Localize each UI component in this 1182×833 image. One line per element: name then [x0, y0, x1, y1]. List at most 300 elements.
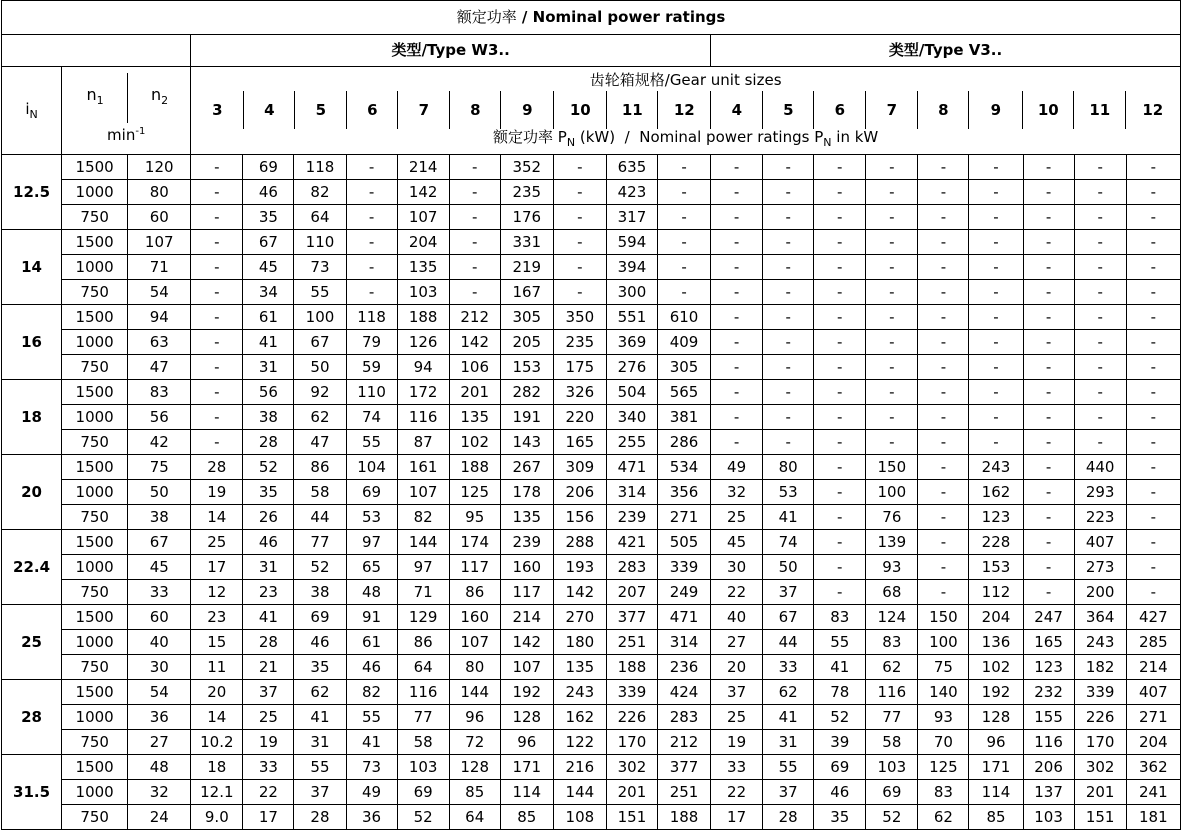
- w-power-cell: 47: [294, 430, 346, 455]
- v-power-cell: 214: [1126, 655, 1180, 680]
- v-power-cell: -: [814, 580, 866, 605]
- v-power-cell: -: [969, 355, 1023, 380]
- v-power-cell: -: [1023, 280, 1074, 305]
- v-power-cell: 74: [763, 530, 814, 555]
- col-header-iN: [2, 67, 62, 155]
- w-power-cell: -: [191, 180, 243, 205]
- w-power-cell: 110: [294, 230, 346, 255]
- w-power-cell: 394: [606, 255, 657, 280]
- v-power-cell: -: [814, 330, 866, 355]
- w-power-cell: 55: [346, 705, 397, 730]
- w-power-cell: 125: [449, 480, 500, 505]
- n1-cell: 750: [62, 430, 128, 455]
- w-power-cell: 107: [397, 205, 449, 230]
- v-power-cell: 136: [969, 630, 1023, 655]
- v-size-11: 11: [1073, 91, 1125, 129]
- w-power-cell: 64: [449, 805, 500, 830]
- w-power-cell: 214: [500, 605, 553, 630]
- v-power-cell: -: [969, 255, 1023, 280]
- v-power-cell: 96: [969, 730, 1023, 755]
- v-power-cell: -: [918, 180, 969, 205]
- v-power-cell: -: [918, 480, 969, 505]
- type-v-header: 类型/Type V3..: [711, 35, 1181, 67]
- v-power-cell: 37: [763, 580, 814, 605]
- w-size-8: 8: [449, 91, 500, 129]
- w-power-cell: 55: [294, 280, 346, 305]
- ratio-cell: 28: [2, 680, 62, 755]
- v-power-cell: 45: [711, 530, 763, 555]
- v-power-cell: -: [1126, 505, 1180, 530]
- w-power-cell: 77: [294, 530, 346, 555]
- v-power-cell: -: [1126, 430, 1180, 455]
- n1-cell: 1500: [62, 530, 128, 555]
- v-power-cell: 204: [1126, 730, 1180, 755]
- w-size-3: 3: [212, 100, 223, 119]
- w-power-cell: 103: [397, 280, 449, 305]
- v-power-cell: 49: [711, 455, 763, 480]
- v-power-cell: 20: [711, 655, 763, 680]
- n2-cell: 54: [128, 680, 191, 705]
- table-row: [2, 530, 1181, 555]
- v-power-cell: -: [763, 155, 814, 180]
- v-power-cell: 112: [969, 580, 1023, 605]
- n2-cell: 63: [128, 330, 191, 355]
- v-power-cell: -: [866, 330, 918, 355]
- n2-cell: 32: [128, 780, 191, 805]
- n2-cell: 60: [128, 205, 191, 230]
- v-power-cell: 151: [1074, 805, 1126, 830]
- w-power-cell: 69: [397, 780, 449, 805]
- w-power-cell: 36: [346, 805, 397, 830]
- w-power-cell: 226: [606, 705, 657, 730]
- w-power-cell: 31: [294, 730, 346, 755]
- w-power-cell: 118: [294, 155, 346, 180]
- v-power-cell: -: [814, 180, 866, 205]
- v-power-cell: 137: [1023, 780, 1074, 805]
- w-power-cell: 174: [449, 530, 500, 555]
- w-power-cell: 206: [553, 480, 606, 505]
- w-power-cell: 34: [243, 280, 294, 305]
- w-power-cell: 28: [191, 455, 243, 480]
- v-power-cell: 150: [918, 605, 969, 630]
- w-power-cell: 37: [294, 780, 346, 805]
- v-size-8: 8: [917, 91, 968, 129]
- w-power-cell: 56: [243, 380, 294, 405]
- n1-cell: 1000: [62, 555, 128, 580]
- w-power-cell: -: [449, 155, 500, 180]
- w-power-cell: 551: [606, 305, 657, 330]
- table-row: [2, 505, 1181, 530]
- w-size-4: 4: [243, 91, 294, 129]
- w-power-cell: 352: [500, 155, 553, 180]
- w-power-cell: 73: [294, 255, 346, 280]
- v-power-cell: 407: [1074, 530, 1126, 555]
- w-size-11: 11: [606, 91, 657, 129]
- w-power-cell: 377: [606, 605, 657, 630]
- v-power-cell: 206: [1023, 755, 1074, 780]
- w-power-cell: -: [191, 280, 243, 305]
- w-power-cell: 144: [449, 680, 500, 705]
- v-power-cell: -: [918, 280, 969, 305]
- v-power-cell: -: [814, 230, 866, 255]
- w-power-cell: 276: [606, 355, 657, 380]
- v-power-cell: 70: [918, 730, 969, 755]
- v-power-cell: 93: [866, 555, 918, 580]
- w-power-cell: 309: [553, 455, 606, 480]
- v-power-cell: -: [763, 355, 814, 380]
- v-power-cell: 62: [918, 805, 969, 830]
- w-power-cell: 15: [191, 630, 243, 655]
- w-size-7: 7: [397, 91, 449, 129]
- v-power-cell: -: [866, 380, 918, 405]
- v-power-cell: 39: [814, 730, 866, 755]
- v-size-10: 10: [1022, 91, 1073, 129]
- n2-cell: 71: [128, 255, 191, 280]
- w-power-cell: 267: [500, 455, 553, 480]
- v-power-cell: -: [763, 230, 814, 255]
- w-power-cell: 38: [294, 580, 346, 605]
- v-power-cell: 171: [969, 755, 1023, 780]
- w-power-cell: 69: [294, 605, 346, 630]
- v-power-cell: -: [1074, 355, 1126, 380]
- w-power-cell: -: [191, 355, 243, 380]
- v-power-cell: -: [969, 230, 1023, 255]
- table-row: [2, 155, 1181, 180]
- w-power-cell: 79: [346, 330, 397, 355]
- power-label-en-unit: in kW: [836, 128, 879, 146]
- w-power-cell: -: [553, 230, 606, 255]
- w-power-cell: 49: [346, 780, 397, 805]
- v-power-cell: -: [763, 205, 814, 230]
- w-power-cell: 610: [657, 305, 710, 330]
- w-power-cell: 53: [346, 505, 397, 530]
- v-power-cell: -: [969, 430, 1023, 455]
- v-power-cell: 69: [866, 780, 918, 805]
- v-power-cell: -: [1126, 380, 1180, 405]
- w-power-cell: 104: [346, 455, 397, 480]
- w-power-cell: 635: [606, 155, 657, 180]
- n1-cell: 1500: [62, 605, 128, 630]
- w-power-cell: 340: [606, 405, 657, 430]
- w-power-cell: 193: [553, 555, 606, 580]
- w-power-cell: -: [449, 230, 500, 255]
- v-power-cell: -: [711, 255, 763, 280]
- v-power-cell: 78: [814, 680, 866, 705]
- n1-cell: 750: [62, 355, 128, 380]
- n2-cell: 33: [128, 580, 191, 605]
- v-power-cell: -: [763, 255, 814, 280]
- v-power-cell: 46: [814, 780, 866, 805]
- w-power-cell: 255: [606, 430, 657, 455]
- v-power-cell: -: [763, 430, 814, 455]
- power-ratings-table: [1, 0, 1181, 830]
- table-row: [2, 555, 1181, 580]
- w-power-cell: 283: [657, 705, 710, 730]
- w-power-cell: 48: [346, 580, 397, 605]
- v-power-cell: 440: [1074, 455, 1126, 480]
- w-power-cell: 106: [449, 355, 500, 380]
- v-power-cell: -: [1074, 330, 1126, 355]
- w-power-cell: 178: [500, 480, 553, 505]
- v-power-cell: -: [918, 330, 969, 355]
- v-size-6: 6: [813, 91, 865, 129]
- w-power-cell: 100: [294, 305, 346, 330]
- w-power-cell: 52: [397, 805, 449, 830]
- table-row: [2, 680, 1181, 705]
- v-power-cell: -: [918, 430, 969, 455]
- v-power-cell: 37: [711, 680, 763, 705]
- v-power-cell: -: [814, 430, 866, 455]
- w-power-cell: 270: [553, 605, 606, 630]
- ratio-cell: 31.5: [2, 755, 62, 830]
- v-power-cell: 31: [763, 730, 814, 755]
- w-power-cell: 41: [243, 605, 294, 630]
- n2-cell: 24: [128, 805, 191, 830]
- v-power-cell: 362: [1126, 755, 1180, 780]
- gear-sizes-header: 齿轮箱规格/Gear unit sizes 3 4 5 6 7 8 9 10 11 12 4 5 6 7 8 9 10 11 12 额定功率 $P_N$ (kW) / Nominal power ratings $P_N$ in kW: [191, 67, 1181, 155]
- w-power-cell: -: [191, 155, 243, 180]
- v-power-cell: -: [814, 205, 866, 230]
- iN-sub: N: [29, 107, 38, 121]
- w-power-cell: 77: [397, 705, 449, 730]
- v-power-cell: -: [814, 530, 866, 555]
- w-power-cell: 326: [553, 380, 606, 405]
- v-power-cell: -: [814, 480, 866, 505]
- v-size-12: 12: [1125, 91, 1179, 129]
- v-power-cell: -: [1074, 230, 1126, 255]
- v-power-cell: -: [1023, 330, 1074, 355]
- v-power-cell: -: [1023, 255, 1074, 280]
- v-power-cell: 116: [1023, 730, 1074, 755]
- v-power-cell: 55: [814, 630, 866, 655]
- w-power-cell: 331: [500, 230, 553, 255]
- w-power-cell: 14: [191, 705, 243, 730]
- w-power-cell: -: [449, 180, 500, 205]
- iN-symbol: i: [25, 99, 30, 118]
- w-power-cell: 212: [657, 730, 710, 755]
- w-power-cell: 69: [346, 480, 397, 505]
- v-power-cell: -: [763, 405, 814, 430]
- v-power-cell: 100: [918, 630, 969, 655]
- v-power-cell: 41: [814, 655, 866, 680]
- w-power-cell: -: [553, 205, 606, 230]
- n1-cell: 1500: [62, 755, 128, 780]
- v-size-4: 4: [710, 91, 762, 129]
- w-power-cell: 171: [500, 755, 553, 780]
- n2-cell: 60: [128, 605, 191, 630]
- type-w-header: 类型/Type W3..: [191, 35, 711, 67]
- w-power-cell: -: [553, 280, 606, 305]
- v-power-cell: -: [814, 455, 866, 480]
- size-number-row: [191, 91, 1180, 129]
- v-power-cell: -: [1126, 180, 1180, 205]
- v-power-cell: -: [918, 205, 969, 230]
- w-power-cell: 128: [500, 705, 553, 730]
- w-power-cell: 165: [553, 430, 606, 455]
- w-power-cell: 142: [397, 180, 449, 205]
- w-power-cell: 381: [657, 405, 710, 430]
- w-power-cell: 82: [397, 505, 449, 530]
- table-title-en: Nominal power ratings: [532, 8, 726, 26]
- v-power-cell: -: [711, 405, 763, 430]
- v-power-cell: -: [763, 305, 814, 330]
- n2-cell: 38: [128, 505, 191, 530]
- w-power-cell: 25: [243, 705, 294, 730]
- v-power-cell: -: [1074, 380, 1126, 405]
- v-power-cell: -: [1023, 480, 1074, 505]
- v-power-cell: 32: [711, 480, 763, 505]
- v-power-cell: -: [1023, 405, 1074, 430]
- v-power-cell: -: [1074, 430, 1126, 455]
- table-row: [2, 630, 1181, 655]
- w-power-cell: 161: [397, 455, 449, 480]
- v-power-cell: 200: [1074, 580, 1126, 605]
- v-size-7: 7: [865, 91, 917, 129]
- v-power-cell: 27: [711, 630, 763, 655]
- w-power-cell: 302: [606, 755, 657, 780]
- w-power-cell: 50: [294, 355, 346, 380]
- w-power-cell: 62: [294, 405, 346, 430]
- w-power-cell: 86: [449, 580, 500, 605]
- w-power-cell: 22: [243, 780, 294, 805]
- w-size-10: 10: [553, 91, 606, 129]
- n1-cell: 1000: [62, 780, 128, 805]
- gear-sizes-en: Gear unit sizes: [669, 71, 782, 89]
- v-power-cell: 201: [1074, 780, 1126, 805]
- n1-cell: 1500: [62, 305, 128, 330]
- n2-cell: 36: [128, 705, 191, 730]
- w-power-cell: 251: [657, 780, 710, 805]
- v-power-cell: -: [1023, 305, 1074, 330]
- w-power-cell: 107: [500, 655, 553, 680]
- w-power-cell: 153: [500, 355, 553, 380]
- w-power-cell: 339: [606, 680, 657, 705]
- v-power-cell: 232: [1023, 680, 1074, 705]
- w-power-cell: -: [657, 180, 710, 205]
- w-power-cell: 19: [191, 480, 243, 505]
- w-power-cell: 144: [397, 530, 449, 555]
- w-power-cell: -: [346, 280, 397, 305]
- v-power-cell: -: [866, 255, 918, 280]
- w-power-cell: 18: [191, 755, 243, 780]
- w-power-cell: 249: [657, 580, 710, 605]
- w-power-cell: 85: [500, 805, 553, 830]
- w-power-cell: -: [346, 180, 397, 205]
- w-power-cell: -: [657, 230, 710, 255]
- w-power-cell: 180: [553, 630, 606, 655]
- v-power-cell: 68: [866, 580, 918, 605]
- n2-cell: 47: [128, 355, 191, 380]
- table-row: [2, 780, 1181, 805]
- w-power-cell: 534: [657, 455, 710, 480]
- v-power-cell: -: [814, 255, 866, 280]
- table-row: [2, 805, 1181, 830]
- w-power-cell: 251: [606, 630, 657, 655]
- w-power-cell: 212: [449, 305, 500, 330]
- type-v-en: Type V3..: [924, 41, 1003, 59]
- v-power-cell: 285: [1126, 630, 1180, 655]
- v-power-cell: -: [1023, 205, 1074, 230]
- n1-cell: 1500: [62, 230, 128, 255]
- v-power-cell: -: [1126, 330, 1180, 355]
- v-power-cell: -: [918, 555, 969, 580]
- v-power-cell: -: [918, 255, 969, 280]
- v-power-cell: 226: [1074, 705, 1126, 730]
- v-power-cell: 273: [1074, 555, 1126, 580]
- w-power-cell: 55: [346, 430, 397, 455]
- w-power-cell: 283: [606, 555, 657, 580]
- n2-cell: 75: [128, 455, 191, 480]
- table-row: [2, 730, 1181, 755]
- v-power-cell: -: [866, 155, 918, 180]
- v-power-cell: -: [1023, 505, 1074, 530]
- v-power-cell: -: [918, 580, 969, 605]
- gear-sizes-zh: 齿轮箱规格: [589, 71, 665, 89]
- w-power-cell: 107: [449, 630, 500, 655]
- v-power-cell: -: [1074, 205, 1126, 230]
- w-power-cell: 71: [397, 580, 449, 605]
- w-size-6: 6: [346, 91, 397, 129]
- table-row: [2, 455, 1181, 480]
- v-power-cell: 364: [1074, 605, 1126, 630]
- v-power-cell: -: [1023, 230, 1074, 255]
- w-power-cell: 135: [553, 655, 606, 680]
- col-header-speeds: [62, 67, 191, 155]
- table-row: [2, 480, 1181, 505]
- v-power-cell: -: [1074, 280, 1126, 305]
- w-power-cell: 151: [606, 805, 657, 830]
- v-power-cell: 37: [763, 780, 814, 805]
- w-power-cell: 9.0: [191, 805, 243, 830]
- v-power-cell: 55: [763, 755, 814, 780]
- w-power-cell: -: [191, 430, 243, 455]
- type-w-zh: 类型: [391, 41, 422, 59]
- v-power-cell: 67: [763, 605, 814, 630]
- n2-cell: 48: [128, 755, 191, 780]
- n1-cell: 750: [62, 580, 128, 605]
- w-power-cell: 156: [553, 505, 606, 530]
- v-power-cell: 83: [814, 605, 866, 630]
- w-power-cell: 52: [243, 455, 294, 480]
- w-power-cell: 192: [500, 680, 553, 705]
- n2-cell: 83: [128, 380, 191, 405]
- n2-cell: 54: [128, 280, 191, 305]
- w-power-cell: 317: [606, 205, 657, 230]
- table-row: [2, 305, 1181, 330]
- v-power-cell: 83: [918, 780, 969, 805]
- n1-cell: 1000: [62, 630, 128, 655]
- v-power-cell: -: [814, 305, 866, 330]
- w-power-cell: 286: [657, 430, 710, 455]
- speed-unit-sup: -1: [135, 126, 146, 137]
- w-power-cell: 117: [449, 555, 500, 580]
- type-w-en: Type W3..: [427, 41, 510, 59]
- w-power-cell: 80: [449, 655, 500, 680]
- w-power-cell: 288: [553, 530, 606, 555]
- w-power-cell: 129: [397, 605, 449, 630]
- w-power-cell: 471: [606, 455, 657, 480]
- power-label-unit: (kW): [579, 128, 616, 146]
- v-power-cell: -: [711, 155, 763, 180]
- v-power-cell: -: [1023, 155, 1074, 180]
- v-power-cell: -: [969, 180, 1023, 205]
- v-power-cell: 76: [866, 505, 918, 530]
- v-power-cell: 102: [969, 655, 1023, 680]
- w-power-cell: 74: [346, 405, 397, 430]
- w-power-cell: -: [191, 255, 243, 280]
- n1-sub: 1: [96, 94, 104, 108]
- w-power-cell: -: [191, 230, 243, 255]
